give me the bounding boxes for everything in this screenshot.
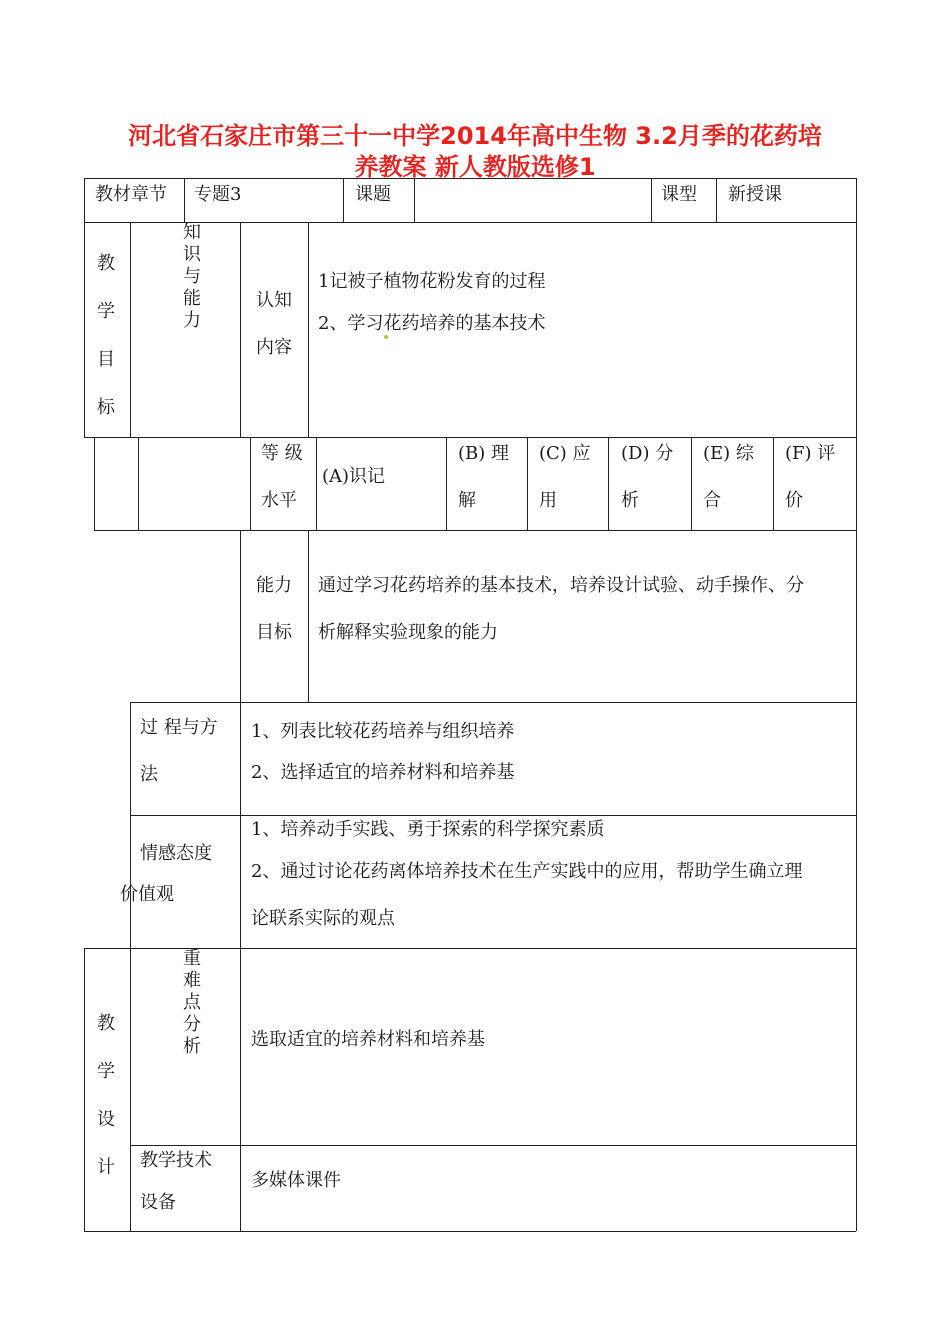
chapter-label: 教材章节 (95, 184, 167, 205)
process-method-label: 过 程与方 (140, 717, 218, 738)
emotion-content-line: 2、通过讨论花药离体培养技术在生产实践中的应用，帮助学生确立理 (251, 861, 803, 882)
ability-content-line: 析解释实验现象的能力 (318, 622, 498, 643)
stray-mark (384, 335, 388, 339)
rule (240, 222, 241, 437)
level-e: (E) 综 (703, 443, 754, 464)
title-line-2: 养教案 新人教版选修1 (354, 153, 596, 181)
process-content-line: 2、选择适宜的培养材料和培养基 (251, 762, 515, 783)
section-teaching-design: 教 学 设 计 (97, 1013, 115, 1178)
emotion-label: 价值观 (120, 884, 174, 905)
rule (84, 178, 856, 179)
type-value: 新授课 (728, 184, 782, 205)
level-label: 等 级 (261, 443, 303, 464)
rule (130, 702, 856, 703)
tech-equipment-label: 教学技术 (140, 1150, 212, 1171)
rule (130, 1145, 856, 1146)
tech-equipment-label: 设备 (140, 1192, 176, 1213)
level-b: (B) 理 (458, 443, 509, 464)
rule (414, 178, 415, 222)
level-label: 水平 (261, 490, 297, 511)
process-method-label: 法 (140, 764, 158, 785)
rule (130, 815, 856, 816)
emotion-content-line: 论联系实际的观点 (251, 908, 395, 929)
rule (130, 702, 131, 948)
knowledge-label: 认知 (256, 290, 292, 311)
title-line-1: 河北省石家庄市第三十一中学2014年高中生物 3.2月季的花药培 (128, 122, 822, 150)
rule (94, 530, 856, 531)
level-c: 用 (539, 490, 557, 511)
level-f: 价 (785, 490, 803, 511)
rule (84, 178, 85, 437)
rule (308, 530, 309, 702)
type-label: 课型 (661, 184, 697, 205)
level-f: (F) 评 (785, 443, 836, 464)
rule (250, 437, 251, 530)
process-content-line: 1、列表比较花药培养与组织培养 (251, 721, 515, 742)
knowledge-ability-label: 知 识 与 能 力 (183, 222, 201, 331)
ability-label: 目标 (256, 622, 292, 643)
emotion-content-line: 1、培养动手实践、勇于探索的科学探究素质 (251, 819, 605, 840)
rule (84, 948, 85, 1231)
rule (856, 178, 857, 1231)
level-e: 合 (703, 490, 721, 511)
key-difficulty-value: 选取适宜的培养材料和培养基 (251, 1029, 485, 1050)
section-teaching-goals: 教 学 目 标 (97, 253, 115, 418)
level-b: 解 (458, 490, 476, 511)
rule (651, 178, 652, 222)
rule (184, 178, 185, 222)
ability-label: 能力 (256, 575, 292, 596)
rule (130, 948, 131, 1231)
rule (691, 437, 692, 530)
knowledge-content-line: 1记被子植物花粉发育的过程 (318, 271, 546, 292)
topic-label: 课题 (355, 184, 391, 205)
rule (446, 437, 447, 530)
knowledge-content-line: 2、学习花药培养的基本技术 (318, 313, 546, 334)
rule (716, 178, 717, 222)
chapter-value: 专题3 (194, 184, 242, 205)
rule (343, 178, 344, 222)
rule (308, 222, 309, 437)
rule (527, 437, 528, 530)
ability-content-line: 通过学习花药培养的基本技术，培养设计试验、动手操作、分 (318, 575, 804, 596)
key-difficulty-label: 重 难 点 分 析 (183, 948, 201, 1057)
knowledge-label: 内容 (256, 337, 292, 358)
rule (84, 1231, 856, 1232)
rule (130, 222, 131, 437)
rule (94, 437, 95, 530)
emotion-label: 情感态度 (140, 843, 212, 864)
level-d: 析 (621, 490, 639, 511)
level-c: (C) 应 (539, 443, 591, 464)
level-d: (D) 分 (621, 443, 674, 464)
rule (608, 437, 609, 530)
rule (138, 437, 139, 530)
level-a: (A)识记 (322, 466, 386, 487)
rule (773, 437, 774, 530)
rule (316, 437, 317, 530)
tech-equipment-value: 多媒体课件 (251, 1170, 341, 1191)
rule (84, 437, 856, 438)
rule (240, 948, 241, 1231)
